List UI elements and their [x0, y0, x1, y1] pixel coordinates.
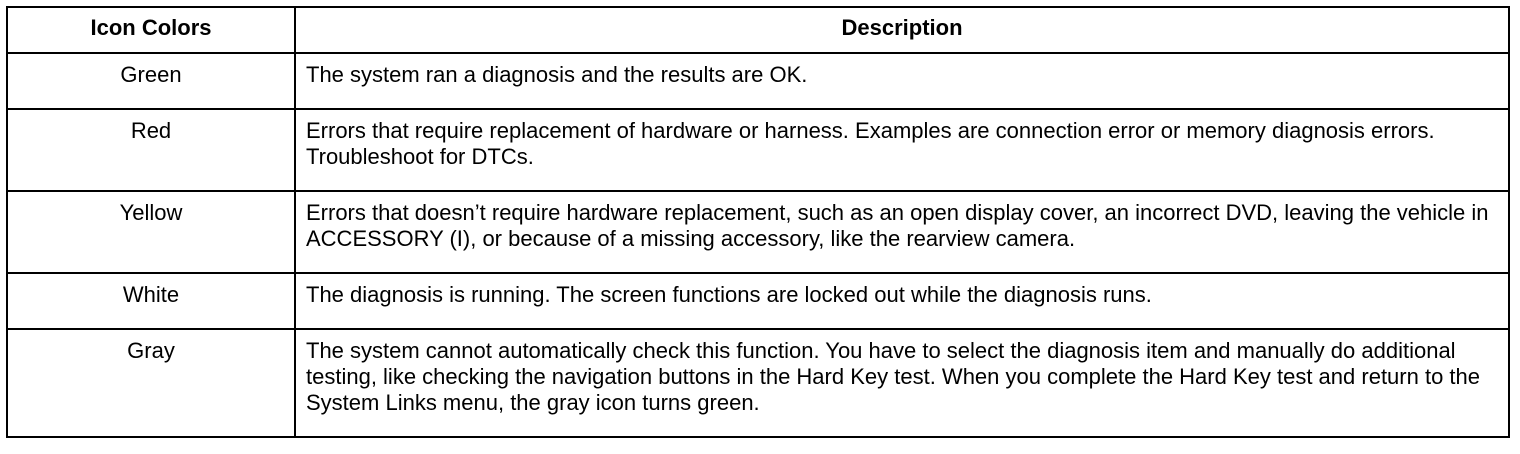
description-cell: The diagnosis is running. The screen functions are locked out while the diagnosis runs.	[295, 273, 1509, 329]
table-row-yellow	[7, 191, 1509, 273]
description-cell: Errors that doesn’t require hardware replacement, such as an open display cover, an incorrect DVD, leaving the vehicle in ACCESSORY (I), or because of a missing accessory, like the rearview camera.	[295, 191, 1509, 273]
description-cell: Errors that require replacement of hardware or harness. Examples are connection error or memory diagnosis errors. Troubleshoot for DTCs.	[295, 109, 1509, 191]
icon-color-cell: Yellow	[7, 191, 295, 273]
table-row-white	[7, 273, 1509, 329]
table-header-row	[7, 7, 1509, 53]
table-row-green	[7, 53, 1509, 109]
icon-color-cell: Green	[7, 53, 295, 109]
description-cell: The system cannot automatically check this function. You have to select the diagnosis item and manually do additional testing, like checking the navigation buttons in the Hard Key test. When you complete the Hard Key test and return to the System Links menu, the gray icon turns green.	[295, 329, 1509, 437]
header-icon-colors: Icon Colors	[7, 7, 295, 53]
icon-color-cell: Red	[7, 109, 295, 191]
icon-color-cell: Gray	[7, 329, 295, 437]
icon-color-cell: White	[7, 273, 295, 329]
table-row-red	[7, 109, 1509, 191]
description-cell: The system ran a diagnosis and the results are OK.	[295, 53, 1509, 109]
table-row-gray	[7, 329, 1509, 437]
icon-colors-table	[6, 6, 1510, 438]
icon-colors-table-container	[6, 6, 1508, 438]
header-description: Description	[295, 7, 1509, 53]
